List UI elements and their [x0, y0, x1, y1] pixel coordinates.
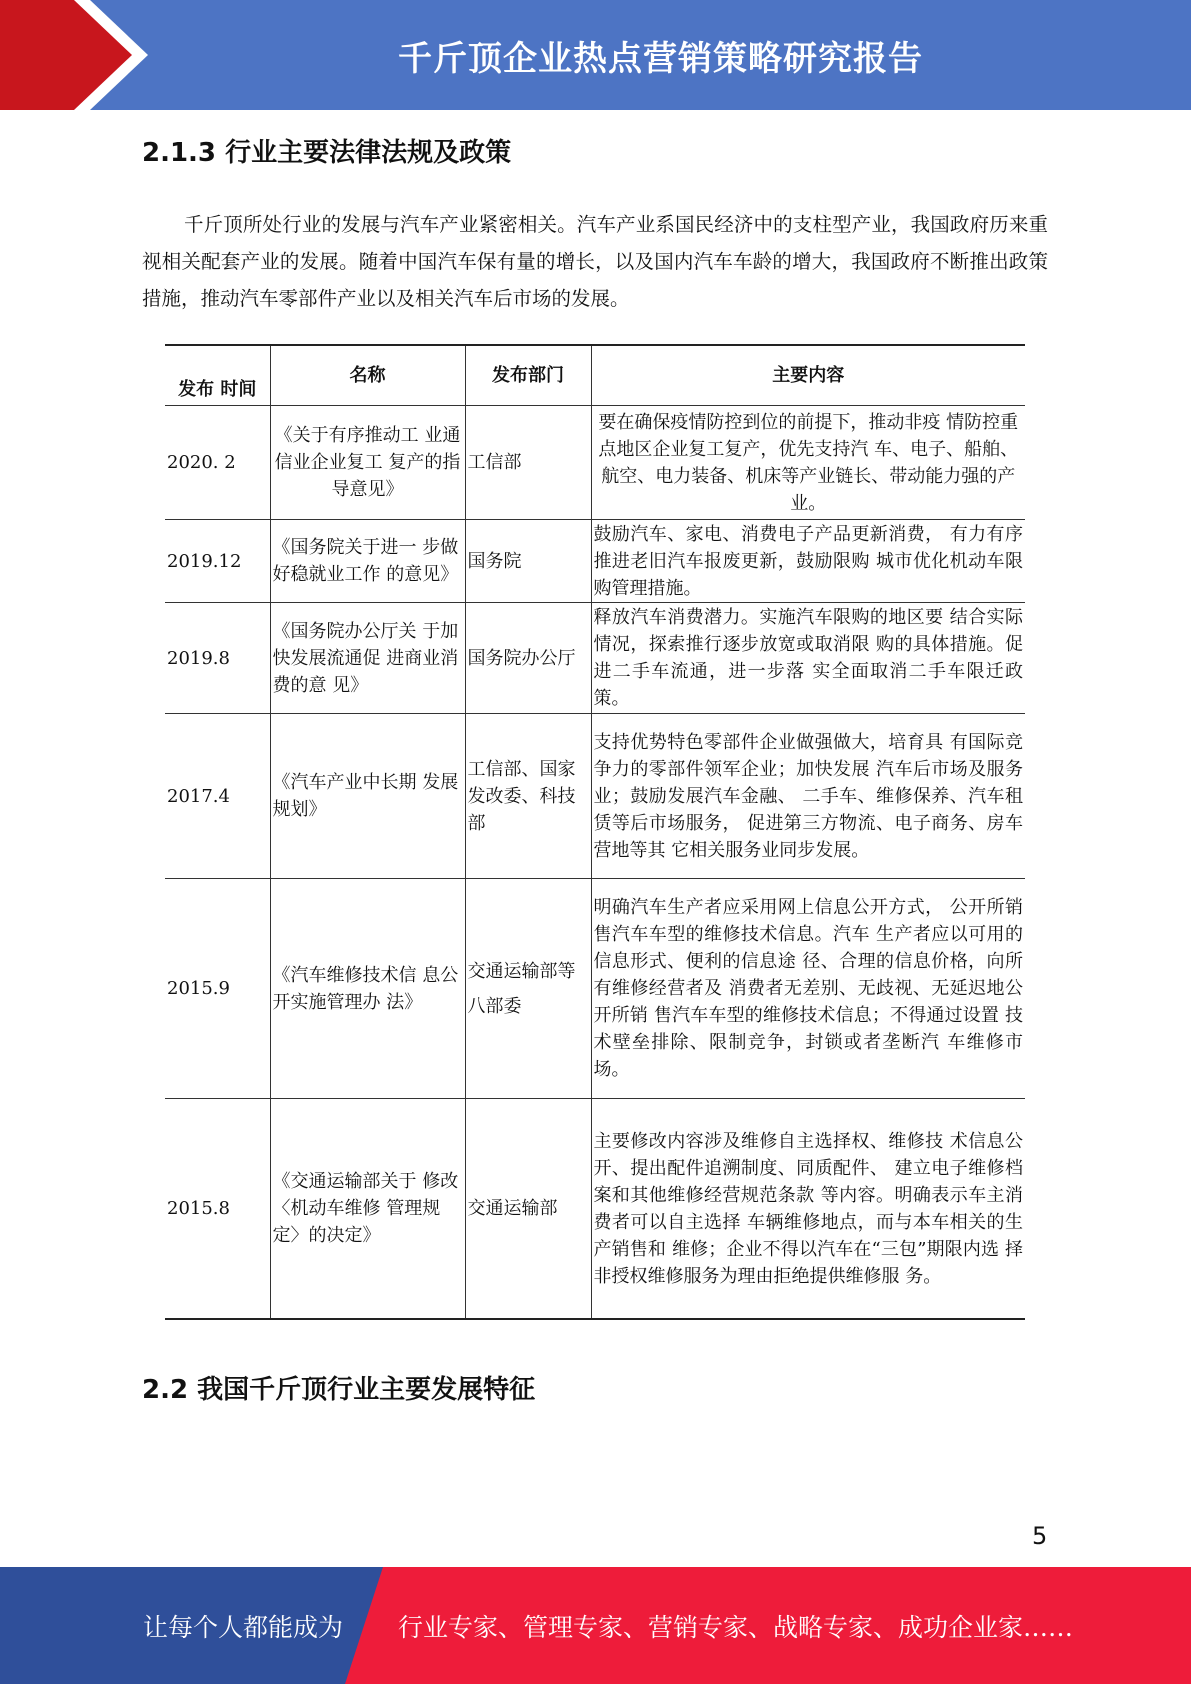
cell-name: 《交通运输部关于 修改〈机动车维修 管理规定〉的决定》: [270, 1099, 465, 1320]
table-row: [165, 603, 1025, 714]
cell-dept: 交通运输部等八部委: [465, 879, 591, 1099]
cell-name: 《国务院关于进一 步做好稳就业工作 的意见》: [270, 520, 465, 603]
cell-content: 鼓励汽车、家电、消费电子产品更新消费， 有力有序推进老旧汽车报废更新，鼓励限购 城市优化机动车限购管理措施。: [591, 520, 1025, 603]
table-row: [165, 714, 1025, 879]
header-dept: 发布部门: [465, 345, 591, 406]
table-header-row: [165, 345, 1025, 406]
page-number: 5: [1032, 1522, 1048, 1550]
cell-name: 《国务院办公厅关 于加快发展流通促 进商业消费的意 见》: [270, 603, 465, 714]
table-row: [165, 406, 1025, 520]
cell-dept: 工信部、国家发改委、科技部: [465, 714, 591, 879]
section-heading-2-2: 2.2 我国千斤顶行业主要发展特征: [142, 1375, 536, 1405]
cell-date: 2015.8: [167, 1198, 230, 1219]
policy-table: [165, 344, 1025, 1320]
header-chevron-icon: [0, 0, 160, 110]
intro-paragraph: 千斤顶所处行业的发展与汽车产业紧密相关。汽车产业系国民经济中的支柱型产业，我国政府历来重视相关配套产业的发展。随着中国汽车保有量的增长，以及国内汽车车龄的增大，我国政府不断推出政策措施，推动汽车零部件产业以及相关汽车后市场的发展。: [142, 213, 1048, 310]
cell-content: 释放汽车消费潜力。实施汽车限购的地区要 结合实际情况，探索推行逐步放宽或取消限 购的具体措施。促进二手车流通，进一步落 实全面取消二手车限迁政策。: [591, 603, 1025, 714]
cell-date: 2020. 2: [167, 452, 236, 473]
cell-date: 2017.4: [167, 785, 230, 807]
footer-slogan-right: 行业专家、管理专家、营销专家、战略专家、成功企业家……: [398, 1612, 1074, 1642]
page-header: [0, 0, 1191, 110]
cell-dept: 国务院: [465, 520, 591, 603]
report-title: 千斤顶企业热点营销策略研究报告: [398, 38, 923, 79]
cell-name: 《汽车维修技术信 息公开实施管理办 法》: [270, 879, 465, 1099]
cell-date: 2015.9: [167, 978, 230, 999]
cell-dept: 国务院办公厅: [465, 603, 591, 714]
cell-name: 《关于有序推动工 业通信业企业复工 复产的指导意见》: [270, 406, 465, 520]
section-heading-2-1-3: 2.1.3 行业主要法律法规及政策: [142, 138, 512, 168]
cell-name: 《汽车产业中长期 发展规划》: [270, 714, 465, 879]
cell-content: 要在确保疫情防控到位的前提下，推动非疫 情防控重点地区企业复工复产，优先支持汽 车、电子、船舶、航空、电力装备、机床等产业链长、带动能力强的产业。: [591, 406, 1025, 520]
cell-content: 主要修改内容涉及维修自主选择权、维修技 术信息公开、提出配件追溯制度、同质配件、 建立电子维修档案和其他维修经营规范条款 等内容。明确表示车主消费者可以自主选择 车辆维修地点，而与本车相关的生产销售和 维修；企业不得以汽车在“三包”期限内选 择非授权维修服务为理由拒绝提供维修服 务。: [591, 1099, 1025, 1320]
cell-dept: 工信部: [465, 406, 591, 520]
cell-date: 2019.8: [167, 647, 230, 669]
cell-date: 2019.12: [167, 550, 242, 572]
cell-dept: 交通运输部: [465, 1099, 591, 1320]
page-footer: [0, 1567, 1191, 1684]
cell-content: 支持优势特色零部件企业做强做大，培育具 有国际竞争力的零部件领军企业；加快发展 汽车后市场及服务业；鼓励发展汽车金融、 二手车、维修保养、汽车租赁等后市场服务， 促进第三方物流、电子商务、房车营地等其 它相关服务业同步发展。: [591, 714, 1025, 879]
table-row: [165, 879, 1025, 1099]
footer-slogan-left: 让每个人都能成为: [143, 1612, 344, 1642]
cell-content: 明确汽车生产者应采用网上信息公开方式， 公开所销售汽车车型的维修技术信息。汽车 生产者应以可用的信息形式、便利的信息途 径、合理的信息价格，向所有维修经营者及 消费者无差别、无歧视、无延迟地公开所销 售汽车车型的维修技术信息；不得通过设置 技术壁垒排除、限制竞争，封锁或者垄断汽 车维修市场。: [591, 879, 1025, 1099]
header-content: 主要内容: [591, 345, 1025, 406]
table-row: [165, 1099, 1025, 1320]
table-row: [165, 520, 1025, 603]
header-date: 发布 时间: [178, 379, 257, 400]
header-name: 名称: [270, 345, 465, 406]
